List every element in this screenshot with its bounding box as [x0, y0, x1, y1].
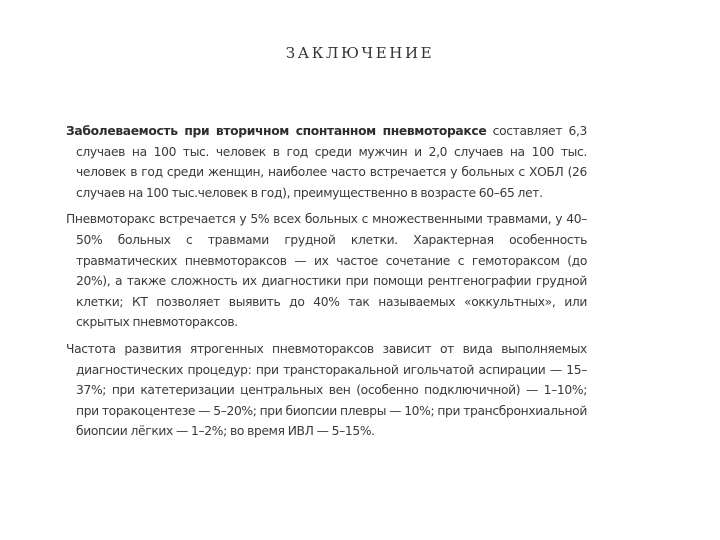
paragraph-bold-lead: Заболеваемость при вторичном спонтанном пневмотораксе	[66, 124, 487, 138]
paragraph-trauma	[66, 209, 587, 333]
page-title: ЗАКЛЮЧЕНИЕ	[285, 44, 435, 62]
paragraph-text: составляет 6,3 случаев на 100 тыс. человек в год среди мужчин и 2,0 случаев на 100 тыс. человек в год среди женщин, наиболее часто встречается у больных с ХОБЛ (26 случаев на 100 тыс.человек в год), преимущественно в возрасте 60–65 лет.	[76, 124, 587, 200]
paragraph-incidence	[66, 121, 587, 203]
paragraph-text: Частота развития ятрогенных пневмотораксов зависит от вида выполняемых диагностических процедур: при трансторакальной игольчатой аспирации — 15–37%; при катетеризации центральных вен (особенно подключичной) — 1–10%; при торакоцентезе — 5–20%; при биопсии плевры — 10%; при трансбронхиальной биопсии лёгких — 1–2%; во время ИВЛ — 5–15%.	[66, 341, 587, 439]
paragraph-iatrogenic	[66, 339, 587, 442]
slide-body	[66, 121, 587, 448]
paragraph-text: Пневмоторакс встречается у 5% всех больных с множественными травмами, у 40–50% больных с травмами грудной клетки. Характерная особенность травматических пневмотораксов — их частое сочетание с гемотораксом (до 20%), а также сложность их диагностики при помощи рентгенографии грудной клетки; КТ позволяет выявить до 40% так называемых «оккультных», или скрытых пневмотораксов.	[66, 212, 587, 330]
